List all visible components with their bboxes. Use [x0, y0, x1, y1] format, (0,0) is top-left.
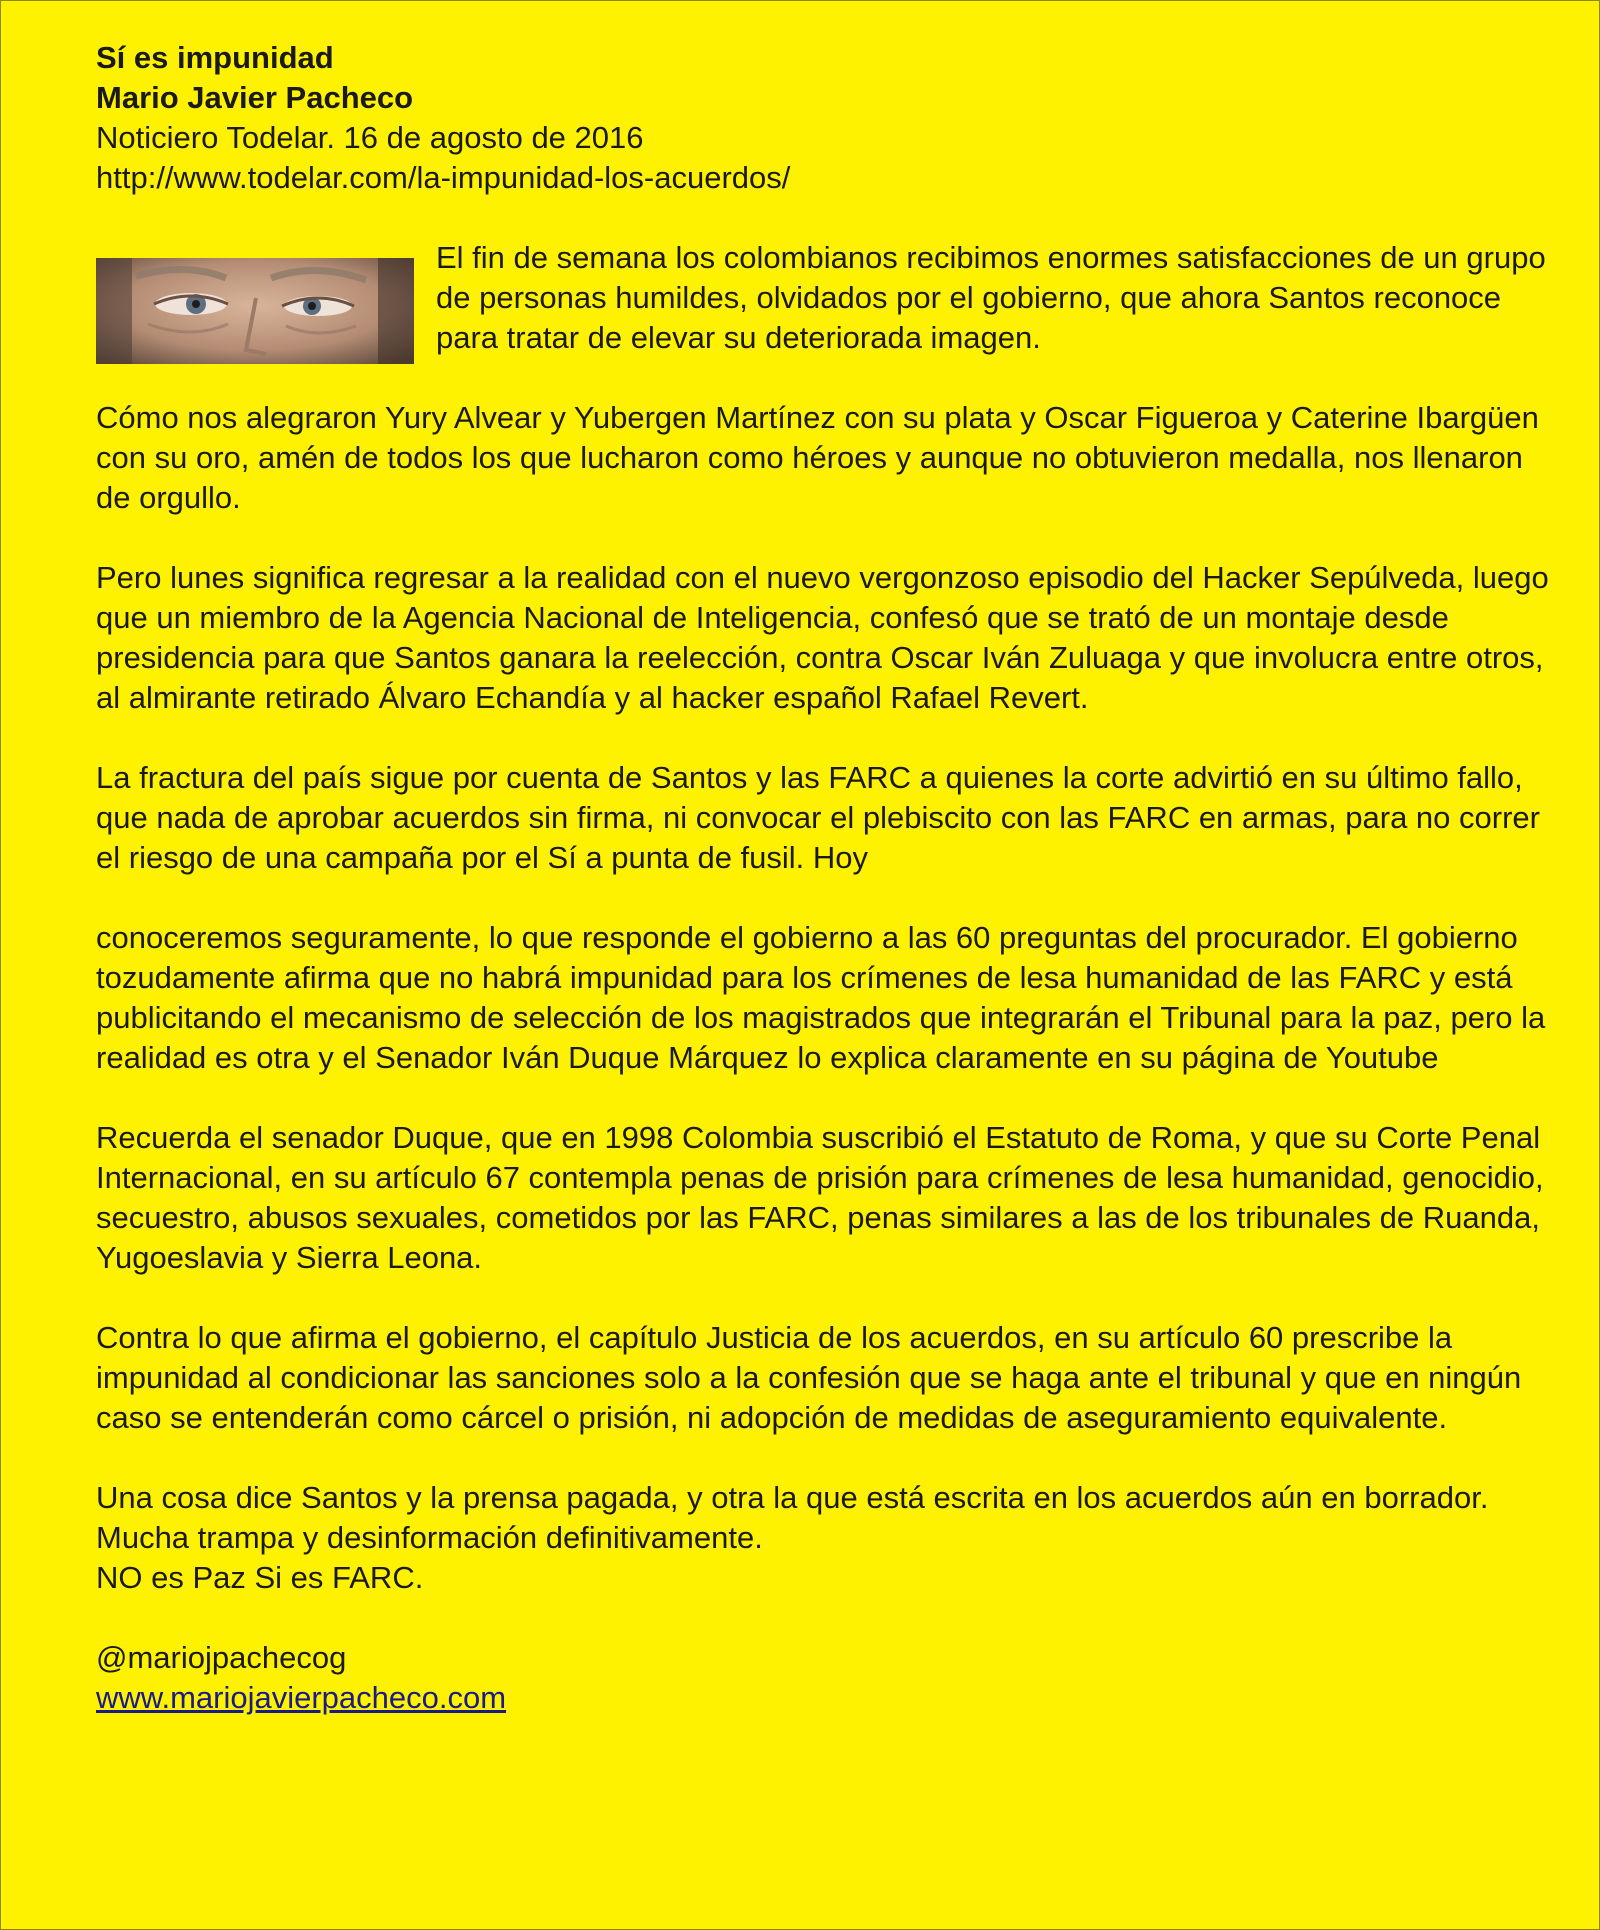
article [96, 38, 1558, 1718]
intro-paragraph: El fin de semana los colombianos recibimos enormes satisfacciones de un grupo de personas humildes, olvidados por el gobierno, que ahora Santos reconoce para tratar de elevar su deteriorada imagen. [436, 240, 1546, 355]
article-title: Sí es impunidad [96, 40, 334, 75]
intro-block [96, 238, 1558, 358]
article-source: Noticiero Todelar. 16 de agosto de 2016 [96, 120, 644, 155]
closing-paragraph: Una cosa dice Santos y la prensa pagada, y otra la que está escrita en los acuerdos aún en borrador. Mucha trampa y desinformación definitivamente. [96, 1480, 1489, 1555]
paragraph-4: conoceremos seguramente, lo que responde el gobierno a las 60 preguntas del procurador. El gobierno tozudamente afirma que no habrá impunidad para los crímenes de lesa humanidad de las FARC y está publicitando el mecanismo de selección de los magistrados que integrarán el Tribunal para la paz, pero la realidad es otra y el Senador Iván Duque Márquez lo explica claramente en su página de Youtube [96, 920, 1546, 1075]
website-link[interactable]: www.mariojavierpacheco.com [96, 1680, 507, 1715]
paragraph-3: La fractura del país sigue por cuenta de Santos y las FARC a quienes la corte advirtió en su último fallo, que nada de aprobar acuerdos sin firma, ni convocar el plebiscito con las FARC en armas, para no correr el riesgo de una campaña por el Sí a punta de fusil. Hoy [96, 760, 1540, 875]
article-author: Mario Javier Pacheco [96, 80, 414, 115]
paragraph-2: Pero lunes significa regresar a la realidad con el nuevo vergonzoso episodio del Hacker Sepúlveda, luego que un miembro de la Agencia Nacional de Inteligencia, confesó que se trató de un montaje desde presidencia para que Santos ganara la reelección, contra Oscar Iván Zuluaga y que involucra entre otros, al almirante retirado Álvaro Echandía y al hacker español Rafael Revert. [96, 560, 1549, 715]
article-url: http://www.todelar.com/la-impunidad-los-acuerdos/ [96, 160, 791, 195]
paragraph-6: Contra lo que afirma el gobierno, el capítulo Justicia de los acuerdos, en su artículo 60 prescribe la impunidad al condicionar las sanciones solo a la confesión que se haga ante el tribunal y que en ningún caso se entenderán como cárcel o prisión, ni adopción de medidas de aseguramiento equivalente. [96, 1320, 1522, 1435]
paragraph-1: Cómo nos alegraron Yury Alvear y Yubergen Martínez con su plata y Oscar Figueroa y Caterine Ibargüen con su oro, amén de todos los que lucharon como héroes y aunque no obtuvieron medalla, nos llenaron de orgullo. [96, 400, 1539, 515]
twitter-handle: @mariojpachecog [96, 1640, 347, 1675]
author-photo [96, 258, 414, 364]
closing-slogan: NO es Paz Si es FARC. [96, 1560, 424, 1595]
paragraph-5: Recuerda el senador Duque, que en 1998 Colombia suscribió el Estatuto de Roma, y que su Corte Penal Internacional, en su artículo 67 contempla penas de prisión para crímenes de lesa humanidad, genocidio, secuestro, abusos sexuales, cometidos por las FARC, penas similares a las de los tribunales de Ruanda, Yugoeslavia y Sierra Leona. [96, 1120, 1544, 1275]
